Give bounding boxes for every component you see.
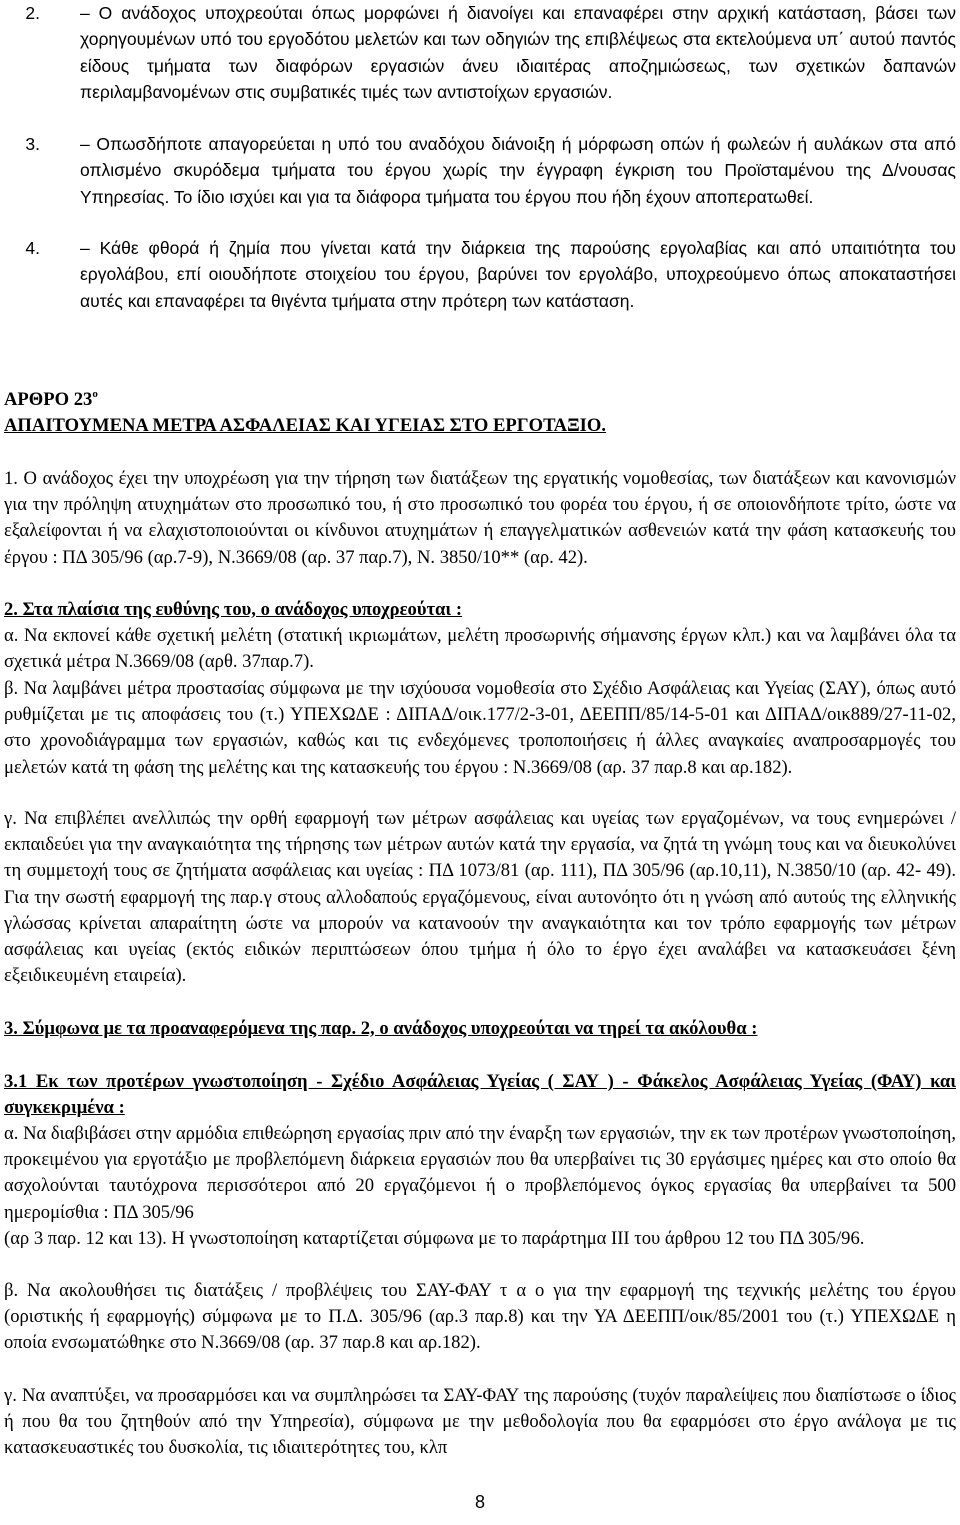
item-a2-continued: (αρ 3 παρ. 12 και 13). Η γνωστοποίηση καταρτίζεται σύμφωνα με το παράρτημα ΙΙΙ του άρθρου 12 του ΠΔ 305/96.: [4, 1228, 865, 1249]
item-text: – Ο ανάδοχος υποχρεούται όπως μορφώνει ή διανοίγει και επαναφέρει στην αρχική κατάσταση, βάσει των χορηγουμένων υπό του εργοδότου μελετών και των οδηγιών της επιβλέψεως στα εκτελούμενα υπ΄ αυτού παντός είδους τμήματα των διαφόρων εργασιών άνευ ιδιαιτέρας αποζημιώσεως, των σχετικών δαπανών περιλαμβανομένων στις συμβατικές τιμές των αντιστοίχων εργασιών.: [80, 3, 956, 102]
article-title: ΑΠΑΙΤΟΥΜΕΝΑ ΜΕΤΡΑ ΑΣΦΑΛΕΙΑΣ ΚΑΙ ΥΓΕΙΑΣ ΣΤΟ ΕΡΓΟΤΑΞΙΟ.: [4, 415, 607, 436]
item-a2: α. Να διαβιβάσει στην αρμόδια επιθεώρηση εργασίας πριν από την έναρξη των εργασιών, την εκ των προτέρων γνωστοποίηση, προκειμένου για εργοτάξιο με προβλεπόμενη διάρκεια εργασιών που θα υπερβαίνει τις 30 εργάσιμες ημέρες και στο οποίο θα ασχολούνται ταυτόχρονα περισσότεροι από 20 εργαζόμενοι ή ο προβλεπόμενος όγκος εργασίας θα υπερβαίνει τα 500 ημερομίσθια : ΠΔ 305/96: [4, 1123, 956, 1223]
item-text: – Οπωσδήποτε απαγορεύεται η υπό του αναδόχου διάνοιξη ή μόρφωση οπών ή φωλεών ή αυλάκων στα από οπλισμένο σκυρόδεμα τμήματα του έργου χωρίς την έγγραφη έγκριση του Προϊσταμένου της Δ/νουσας Υπηρεσίας. Το ίδιο ισχύει και για τα διάφορα τμήματα του έργου που ήδη έχουν αποπερατωθεί.: [80, 134, 956, 207]
page-number: 8: [474, 1492, 485, 1512]
item-text: – Κάθε φθορά ή ζημία που γίνεται κατά την διάρκεια της παρούσης εργολαβίας και από υπαιτιότητα του εργολάβου, επί οιουδήποτε στοιχείου του έργου, βαρύνει τον εργολάβο, υποχρεούμενο όπως αποκαταστήσει αυτές και επαναφέρει τα θιγέντα τμήματα στην πρότερη των κατάσταση.: [80, 238, 956, 311]
section-2-heading: 2. Στα πλαίσια της ευθύνης του, ο ανάδοχος υποχρεούται :: [4, 599, 463, 620]
list-item: [0, 0, 960, 105]
paragraph-1: 1. Ο ανάδοχος έχει την υποχρέωση για την τήρηση των διατάξεων της εργατικής νομοθεσίας, των διατάξεων και κανονισμών για την πρόληψη ατυχημάτων στο προσωπικό του, ή στο προσωπικό του φορέα του έργου, ή σε οποιονδήποτε τρίτο, ώστε να εξαλείφονται ή να ελαχιστοποιούνται οι κίνδυνοι ατυχημάτων ή επαγγελματικών ασθενειών κατά την φάση κατασκευής του έργου : ΠΔ 305/96 (αρ.7-9), Ν.3669/08 (αρ. 37 παρ.7), Ν. 3850/10** (αρ. 42).: [4, 468, 956, 568]
article-heading: ΑΡΘΡΟ $23^o$: [4, 388, 98, 410]
item-number: 3.: [25, 134, 40, 154]
item-a: α. Να εκπονεί κάθε σχετική μελέτη (στατική ικριωμάτων, μελέτη προσωρινής σήμανσης έργων κλπ.) και να λαμβάνει όλα τα σχετικά μέτρα Ν.3669/08 (αρθ. 37παρ.7).: [4, 625, 956, 673]
item-b: β. Να λαμβάνει μέτρα προστασίας σύμφωνα με την ισχύουσα νομοθεσία στο Σχέδιο Ασφάλειας και Υγείας (ΣΑΥ), όπως αυτό ρυθμίζεται με τις αποφάσεις του (τ.) ΥΠΕΧΩΔΕ : ΔΙΠΑΔ/οικ.177/2-3-01, ΔΕΕΠΠ/85/14-5-01 και ΔΙΠΑΔ/οικ889/27-11-02, στο χρονοδιάγραμμα των εργασιών, καθώς και τις ενδεχόμενες τροποποιήσεις ή άλλες αναγκαίες αναπροσαρμογές του μελετών κατά τη φάση της μελέτης και της κατασκευής του έργου : Ν.3669/08 (αρ. 37 παρ.8 και αρ.182).: [4, 678, 956, 778]
item-b2: β. Να ακολουθήσει τις διατάξεις / προβλέψεις του ΣΑΥ-ΦΑΥ τ α ο για την εφαρμογή της τεχνικής μελέτης του έργου (οριστικής ή εφαρμογής) σύμφωνα με το Π.Δ. 305/96 (αρ.3 παρ.8) και την ΥΑ ΔΕΕΠΠ/οικ/85/2001 του (τ.) ΥΠΕΧΩΔΕ η οποία ενσωματώθηκε στο Ν.3669/08 (αρ. 37 παρ.8 και αρ.182).: [4, 1280, 956, 1354]
section-3-1-heading: 3.1 Εκ των προτέρων γνωστοποίηση - Σχέδιο Ασφάλειας Υγείας ( ΣΑΥ ) - Φάκελος Ασφάλειας Υγείας (ΦΑΥ) και συγκεκριμένα :: [4, 1071, 956, 1119]
item-c: γ. Να επιβλέπει ανελλιπώς την ορθή εφαρμογή των μέτρων ασφάλειας και υγείας των εργαζομένων, να τους ενημερώνει / εκπαιδεύει για την αναγκαιότητα της τήρησης των μέτρων αυτών κατά την εργασία, να ζητά τη γνώμη τους και να διευκολύνει τη συμμετοχή τους σε ζητήματα ασφάλειας και υγείας : ΠΔ 1073/81 (αρ. 111), ΠΔ 305/96 (αρ.10,11), Ν.3850/10 (αρ. 42- 49). Για την σωστή εφαρμογή της παρ.γ στους αλλοδαπούς εργαζόμενους, είναι αυτονόητο ότι η γνώση από αυτούς της ελληνικής γλώσσας κρίνεται απαραίτητη ώστε να μπορούν να κατανοούν την αναγκαιότητα και τον τρόπο εφαρμογής των μέτρων ασφάλειας και υγείας (εκτός ειδικών περιπτώσεων όπου τμήμα ή όλο το έργο έχει αναλάβει να κατασκευάσει ξένη εξειδικευμένη εταιρεία).: [4, 808, 956, 987]
section-3-heading: 3. Σύμφωνα με τα προαναφερόμενα της παρ. 2, ο ανάδοχος υποχρεούται να τηρεί τα ακόλουθα :: [4, 1018, 758, 1039]
list-item: [0, 235, 960, 314]
item-c2: γ. Να αναπτύξει, να προσαρμόσει και να συμπληρώσει τα ΣΑΥ-ΦΑΥ της παρούσης (τυχόν παραλείψεις που διαπίστωσε ο ίδιος ή που θα του ζητηθούν από την Υπηρεσία), σύμφωνα με την μεθοδολογία που θα εφαρμόσει στο έργο ανάλογα με τις κατασκευαστικές του δυσκολία, τις ιδιαιτερότητες του, κλπ: [4, 1385, 956, 1459]
list-item: [0, 131, 960, 210]
item-number: 2.: [25, 3, 40, 23]
item-number: 4.: [25, 238, 40, 258]
